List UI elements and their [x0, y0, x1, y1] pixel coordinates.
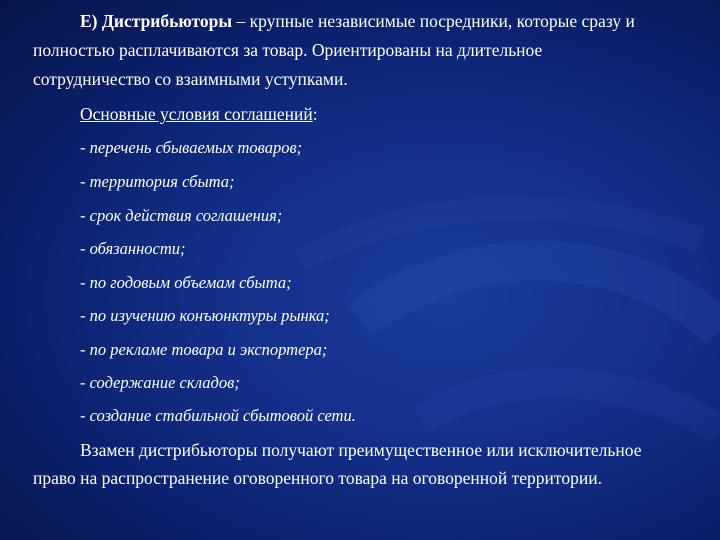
intro-line-2: полностью расплачиваются за товар. Ориентированы на длительное: [33, 40, 543, 60]
conditions-title: Основные условия соглашений: [80, 104, 313, 124]
condition-item: - перечень сбываемых товаров;: [80, 138, 303, 157]
conclusion-line-2: право на распространение оговоренного товара на оговоренной территории.: [33, 468, 602, 488]
conclusion-line-1: Взамен дистрибьюторы получают преимущественное или исключительное: [80, 440, 642, 460]
intro-line-1: [80, 10, 635, 32]
intro-line-3: сотрудничество со взаимными уступками.: [33, 69, 348, 89]
intro-line-1-text: – крупные независимые посредники, которые сразу и: [232, 11, 635, 31]
condition-item: - по рекламе товара и экспортера;: [80, 340, 328, 359]
condition-item: - обязанности;: [80, 239, 186, 258]
condition-item: - срок действия соглашения;: [80, 206, 283, 225]
condition-item: - создание стабильной сбытовой сети.: [80, 406, 356, 425]
condition-item: - территория сбыта;: [80, 172, 235, 191]
conditions-title-suffix: :: [312, 104, 318, 124]
condition-item: - по изучению конъюнктуры рынка;: [80, 306, 330, 325]
condition-item: - содержание складов;: [80, 373, 240, 392]
distributors-heading: Е) Дистрибьюторы: [80, 11, 233, 31]
conditions-title-line: [80, 103, 318, 125]
condition-item: - по годовым объемам сбыта;: [80, 273, 292, 292]
